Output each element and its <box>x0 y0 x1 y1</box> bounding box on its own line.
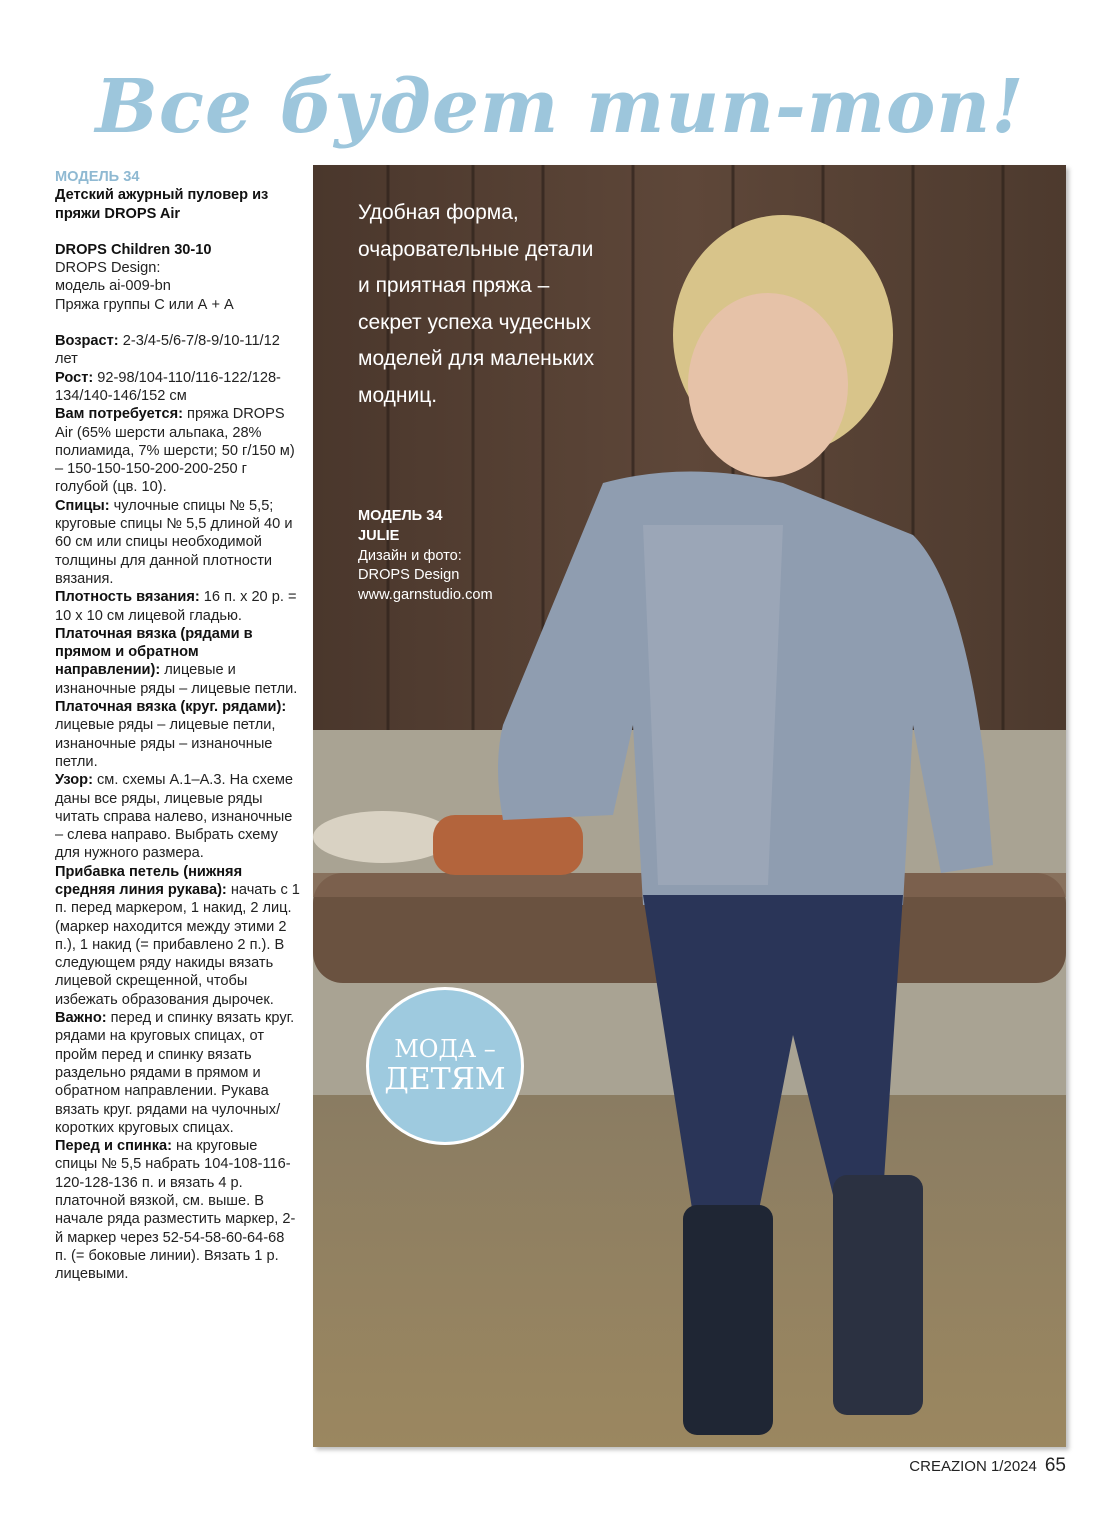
hero-photo <box>313 165 1066 1447</box>
section-materials: Вам потребуется: пряжа DROPS Air (65% шерсти альпака, 28% полиамида, 7% шерсти; 50 г/150 м) – 150-150-150-200-200-250 г голубой (цв. 10). <box>55 406 295 496</box>
page-headline: Все будет тип-топ! <box>95 64 1025 150</box>
photo-credit <box>358 507 558 606</box>
section-height: Рост: 92-98/104-110/116-122/128-134/140-146/152 см <box>55 369 281 404</box>
section-garter-flat: Платочная вязка (рядами в прямом и обратном направлении): лицевые и изнаночные ряды – лицевые петли. <box>55 625 298 697</box>
pattern-title: Детский ажурный пуловер из пряжи DROPS Air <box>55 187 269 222</box>
section-badge <box>366 987 524 1145</box>
page-number: 65 <box>1044 1455 1066 1476</box>
section-gauge: Плотность вязания: 16 п. x 20 р. = 10 x 10 см лицевой гладью. <box>55 589 297 624</box>
pattern-code: DROPS Children 30-10 <box>55 241 212 258</box>
section-pattern: Узор: см. схемы А.1–А.3. На схеме даны все ряды, лицевые ряды читать справа налево, изнаночные – слева направо. Выбрать схему для нужного размера. <box>55 772 293 862</box>
model-label: МОДЕЛЬ 34 <box>55 169 140 185</box>
credit-brand: DROPS Design <box>358 567 460 584</box>
issue-label: CREAZION 1/2024 <box>909 1458 1037 1475</box>
section-increase: Прибавка петель (нижняя средняя линия рукава): начать с 1 п. перед маркером, 1 накид, 2 лиц. (маркер находится между этими 2 п.), 1 накид (= прибавлено 2 п.). В следующем ряду накиды вязать лицевой скрещенной, чтобы избежать образования дырочек. <box>55 863 300 1008</box>
child-face <box>688 293 848 477</box>
credit-url: www.garnstudio.com <box>358 587 493 604</box>
credit-name: JULIE <box>358 527 400 544</box>
section-front-back: Перед и спинка: на круговые спицы № 5,5 набрать 104-108-116-120-128-136 п. и вязать 4 р. платочной вязкой, см. выше. В начале ряда разместить маркер, 2-й маркер через 52-54-58-60-64-68 п. (= боковые линии). Вязать 1 р. лицевыми. <box>55 1138 296 1283</box>
child-boot-left <box>683 1205 773 1435</box>
design-line: DROPS Design: <box>55 260 161 277</box>
credit-design: Дизайн и фото: <box>358 547 462 564</box>
yarn-group: Пряжа группы С или А + А <box>55 296 234 313</box>
credit-model: МОДЕЛЬ 34 <box>358 508 443 524</box>
pattern-sections <box>55 332 300 1283</box>
badge-line-1: МОДА – <box>394 1035 496 1063</box>
section-garter-round: Платочная вязка (круг. рядами): лицевые ряды – лицевые петли, изнаночные ряды – изнаночные петли. <box>55 699 287 770</box>
firewood <box>313 811 453 863</box>
pattern-text-column <box>55 168 300 1284</box>
photo-caption: Удобная форма, очаровательные детали и приятная пряжа – секрет успеха чудесных моделей для маленьких модниц. <box>358 201 595 407</box>
design-model: модель ai-009-bn <box>55 278 171 295</box>
section-important: Важно: перед и спинку вязать круг. рядами на круговых спицах, от пройм перед и спинку вязать раздельно рядами в прямом и обратном направлении. Рукава вязать круг. рядами на чулочных/коротких круговых спицах. <box>55 1010 295 1136</box>
section-age: Возраст: 2-3/4-5/6-7/8-9/10-11/12 лет <box>55 333 280 368</box>
child-boot-right <box>833 1175 923 1415</box>
badge-line-2: ДЕТЯМ <box>384 1062 506 1097</box>
section-needles: Спицы: чулочные спицы № 5,5; круговые спицы № 5,5 длиной 40 и 60 см или спицы необходимой толщины для данной плотности вязания. <box>55 497 293 587</box>
page-footer <box>909 1455 1066 1477</box>
